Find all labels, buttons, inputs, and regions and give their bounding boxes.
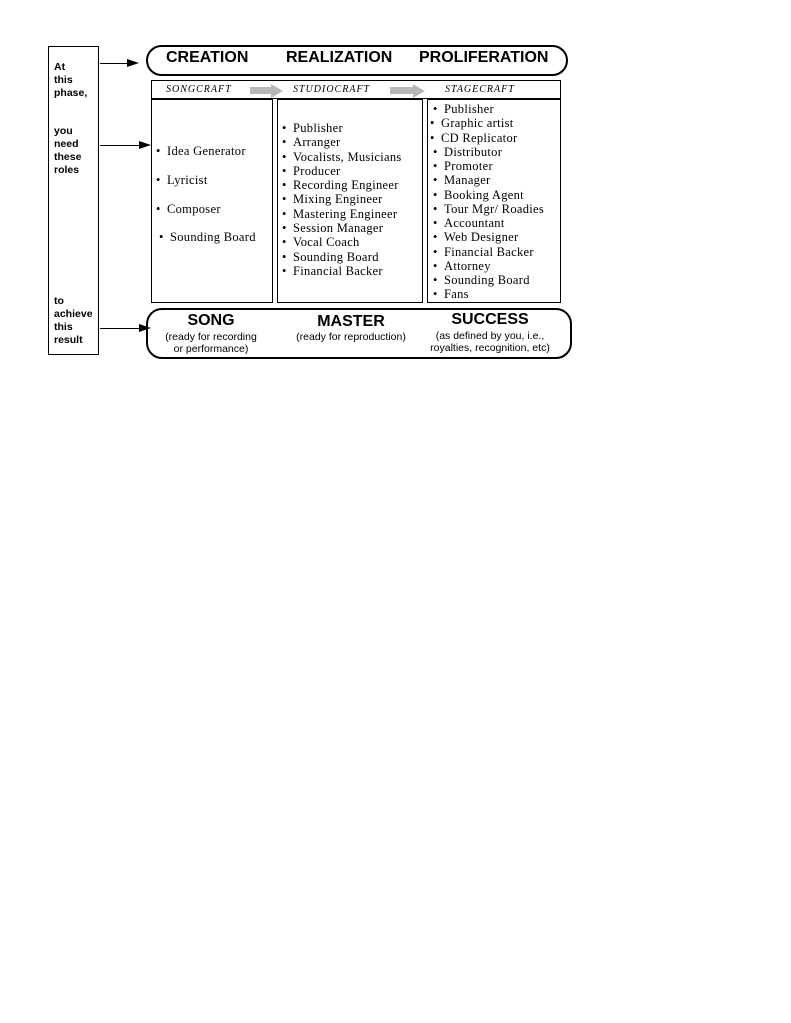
role-item: • CD Replicator xyxy=(430,131,544,145)
result-success-subtitle: (as defined by you, i.e., royalties, recognition, etc) xyxy=(430,330,550,354)
role-item: • Vocal Coach xyxy=(282,235,402,249)
result-master-subtitle: (ready for reproduction) xyxy=(296,331,406,343)
result-song-title: SONG xyxy=(187,312,235,329)
result-success-title: SUCCESS xyxy=(451,311,529,328)
craft-studiocraft: STUDIOCRAFT xyxy=(293,84,371,95)
role-item: • Sounding Board xyxy=(430,273,544,287)
role-item: • Distributor xyxy=(430,145,544,159)
role-item: • Mixing Engineer xyxy=(282,192,402,206)
role-item: • Web Designer xyxy=(430,230,544,244)
role-item: • Lyricist xyxy=(156,166,256,195)
role-item: • Arranger xyxy=(282,135,402,149)
label-you-need-these-roles: you need these roles xyxy=(54,125,82,176)
label-at-this-phase: At this phase, xyxy=(54,61,88,99)
role-item: • Recording Engineer xyxy=(282,178,402,192)
role-item: • Financial Backer xyxy=(430,245,544,259)
role-item: • Sounding Board xyxy=(156,223,256,252)
phase-proliferation: PROLIFERATION xyxy=(419,49,549,66)
role-item: • Vocalists, Musicians xyxy=(282,150,402,164)
role-item: • Publisher xyxy=(430,102,544,116)
role-item: • Mastering Engineer xyxy=(282,207,402,221)
result-song-subtitle: (ready for recording or performance) xyxy=(165,331,257,355)
role-item: • Fans xyxy=(430,287,544,301)
role-item: • Attorney xyxy=(430,259,544,273)
role-item: • Accountant xyxy=(430,216,544,230)
craft-songcraft: SONGCRAFT xyxy=(166,84,232,95)
role-item: • Financial Backer xyxy=(282,264,402,278)
role-item: • Session Manager xyxy=(282,221,402,235)
role-item: • Graphic artist xyxy=(430,116,544,130)
role-item: • Booking Agent xyxy=(430,188,544,202)
role-item: • Promoter xyxy=(430,159,544,173)
phase-creation: CREATION xyxy=(166,49,249,66)
studiocraft-roles-list xyxy=(282,121,402,278)
role-item: • Composer xyxy=(156,195,256,224)
role-item: • Sounding Board xyxy=(282,250,402,264)
role-item: • Producer xyxy=(282,164,402,178)
role-item: • Publisher xyxy=(282,121,402,135)
phase-realization: REALIZATION xyxy=(286,49,393,66)
craft-stagecraft: STAGECRAFT xyxy=(445,84,515,95)
songcraft-roles-list xyxy=(156,137,256,252)
role-item: • Manager xyxy=(430,173,544,187)
role-item: • Idea Generator xyxy=(156,137,256,166)
result-master-title: MASTER xyxy=(317,313,385,330)
role-item: • Tour Mgr/ Roadies xyxy=(430,202,544,216)
stagecraft-roles-list xyxy=(430,102,544,302)
label-to-achieve-this-result: to achieve this result xyxy=(54,295,93,346)
